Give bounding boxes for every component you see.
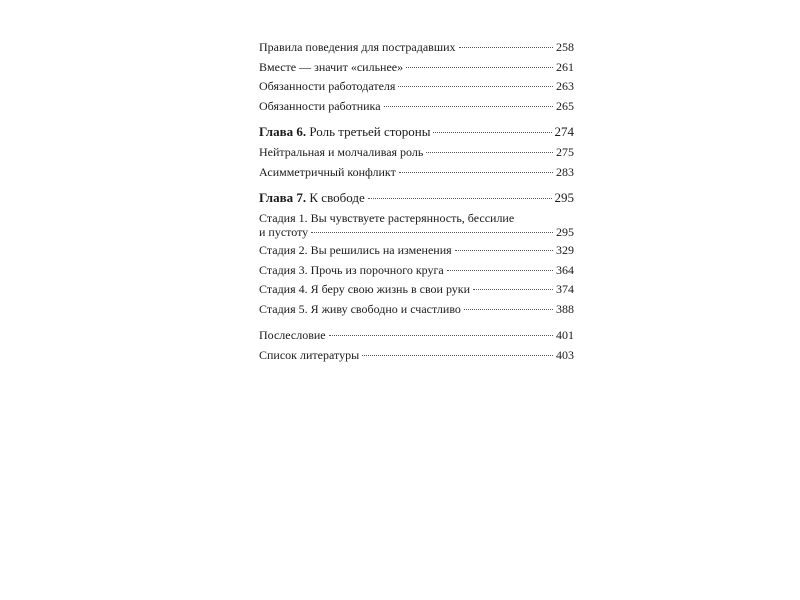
toc-entry-page: 265 xyxy=(556,98,574,113)
toc-entry-title: Нейтральная и молчаливая роль xyxy=(259,145,424,159)
leader-dots xyxy=(362,355,553,356)
toc-chapter-title xyxy=(259,124,430,140)
toc-entry-title: Вместе — значит «сильнее» xyxy=(259,59,404,74)
toc-entry-page: 295 xyxy=(554,190,574,205)
toc-entry-page: 401 xyxy=(556,328,574,342)
toc-entry-page: 388 xyxy=(556,301,574,316)
toc-entry-title: Обязанности работника xyxy=(259,98,381,113)
toc-entry-page: 374 xyxy=(556,282,574,296)
toc-entry-title: Правила поведения для пострадавших xyxy=(259,40,456,54)
leader-dots xyxy=(459,47,553,48)
table-of-contents xyxy=(259,40,574,367)
leader-dots xyxy=(455,250,553,251)
toc-entry-page: 295 xyxy=(556,225,574,239)
toc-entry xyxy=(259,302,574,322)
chapter-label: Глава 7. xyxy=(259,190,307,205)
toc-entry-page: 274 xyxy=(554,124,574,139)
chapter-label: Глава 6. xyxy=(259,124,307,139)
toc-chapter-title xyxy=(259,190,365,206)
leader-dots xyxy=(368,198,552,199)
toc-entry-page: 403 xyxy=(556,347,574,362)
toc-entry-page: 263 xyxy=(556,79,574,93)
toc-entry xyxy=(259,60,574,80)
toc-entry-page: 329 xyxy=(556,243,574,257)
leader-dots xyxy=(311,232,553,233)
leader-dots xyxy=(384,106,553,107)
leader-dots xyxy=(399,172,553,173)
toc-entry-page: 283 xyxy=(556,164,574,179)
toc-entry-title: Обязанности работодателя xyxy=(259,79,396,93)
leader-dots xyxy=(426,152,553,153)
toc-entry-title: Стадия 1. Вы чувствуете растерянность, бессилие xyxy=(259,211,515,225)
toc-entry-title: Послесловие xyxy=(259,328,326,342)
toc-entry-page: 364 xyxy=(556,262,574,277)
toc-entry xyxy=(259,282,574,302)
toc-entry-page: 275 xyxy=(556,145,574,159)
toc-entry-title: Стадия 2. Вы решились на изменения xyxy=(259,243,452,257)
toc-entry xyxy=(259,263,574,283)
leader-dots xyxy=(329,335,553,336)
leader-dots xyxy=(406,67,553,68)
leader-dots xyxy=(473,289,553,290)
toc-entry-title: Список литературы xyxy=(259,347,360,362)
toc-entry-title: Стадия 4. Я беру свою жизнь в свои руки xyxy=(259,282,471,296)
toc-entry xyxy=(259,348,574,368)
chapter-name: К свободе xyxy=(309,190,365,205)
chapter-name: Роль третьей стороны xyxy=(309,124,431,139)
toc-entry-page: 261 xyxy=(556,59,574,74)
toc-entry-title-continued: и пустоту xyxy=(259,225,309,239)
toc-entry-title: Асимметричный конфликт xyxy=(259,164,396,179)
toc-chapter-entry xyxy=(259,124,574,145)
toc-entry xyxy=(259,211,574,241)
toc-entry-page: 258 xyxy=(556,40,574,54)
toc-entry xyxy=(259,328,574,348)
toc-chapter-entry xyxy=(259,190,574,211)
toc-entry xyxy=(259,40,574,60)
leader-dots xyxy=(464,309,553,310)
leader-dots xyxy=(398,86,553,87)
leader-dots xyxy=(447,270,553,271)
toc-entry xyxy=(259,243,574,263)
leader-dots xyxy=(433,132,551,133)
toc-entry xyxy=(259,99,574,119)
toc-entry-title: Стадия 3. Прочь из порочного круга xyxy=(259,262,444,277)
toc-entry-continuation xyxy=(259,225,574,241)
toc-entry-title: Стадия 5. Я живу свободно и счастливо xyxy=(259,301,461,316)
toc-entry xyxy=(259,145,574,165)
toc-entry xyxy=(259,79,574,99)
toc-entry xyxy=(259,165,574,185)
